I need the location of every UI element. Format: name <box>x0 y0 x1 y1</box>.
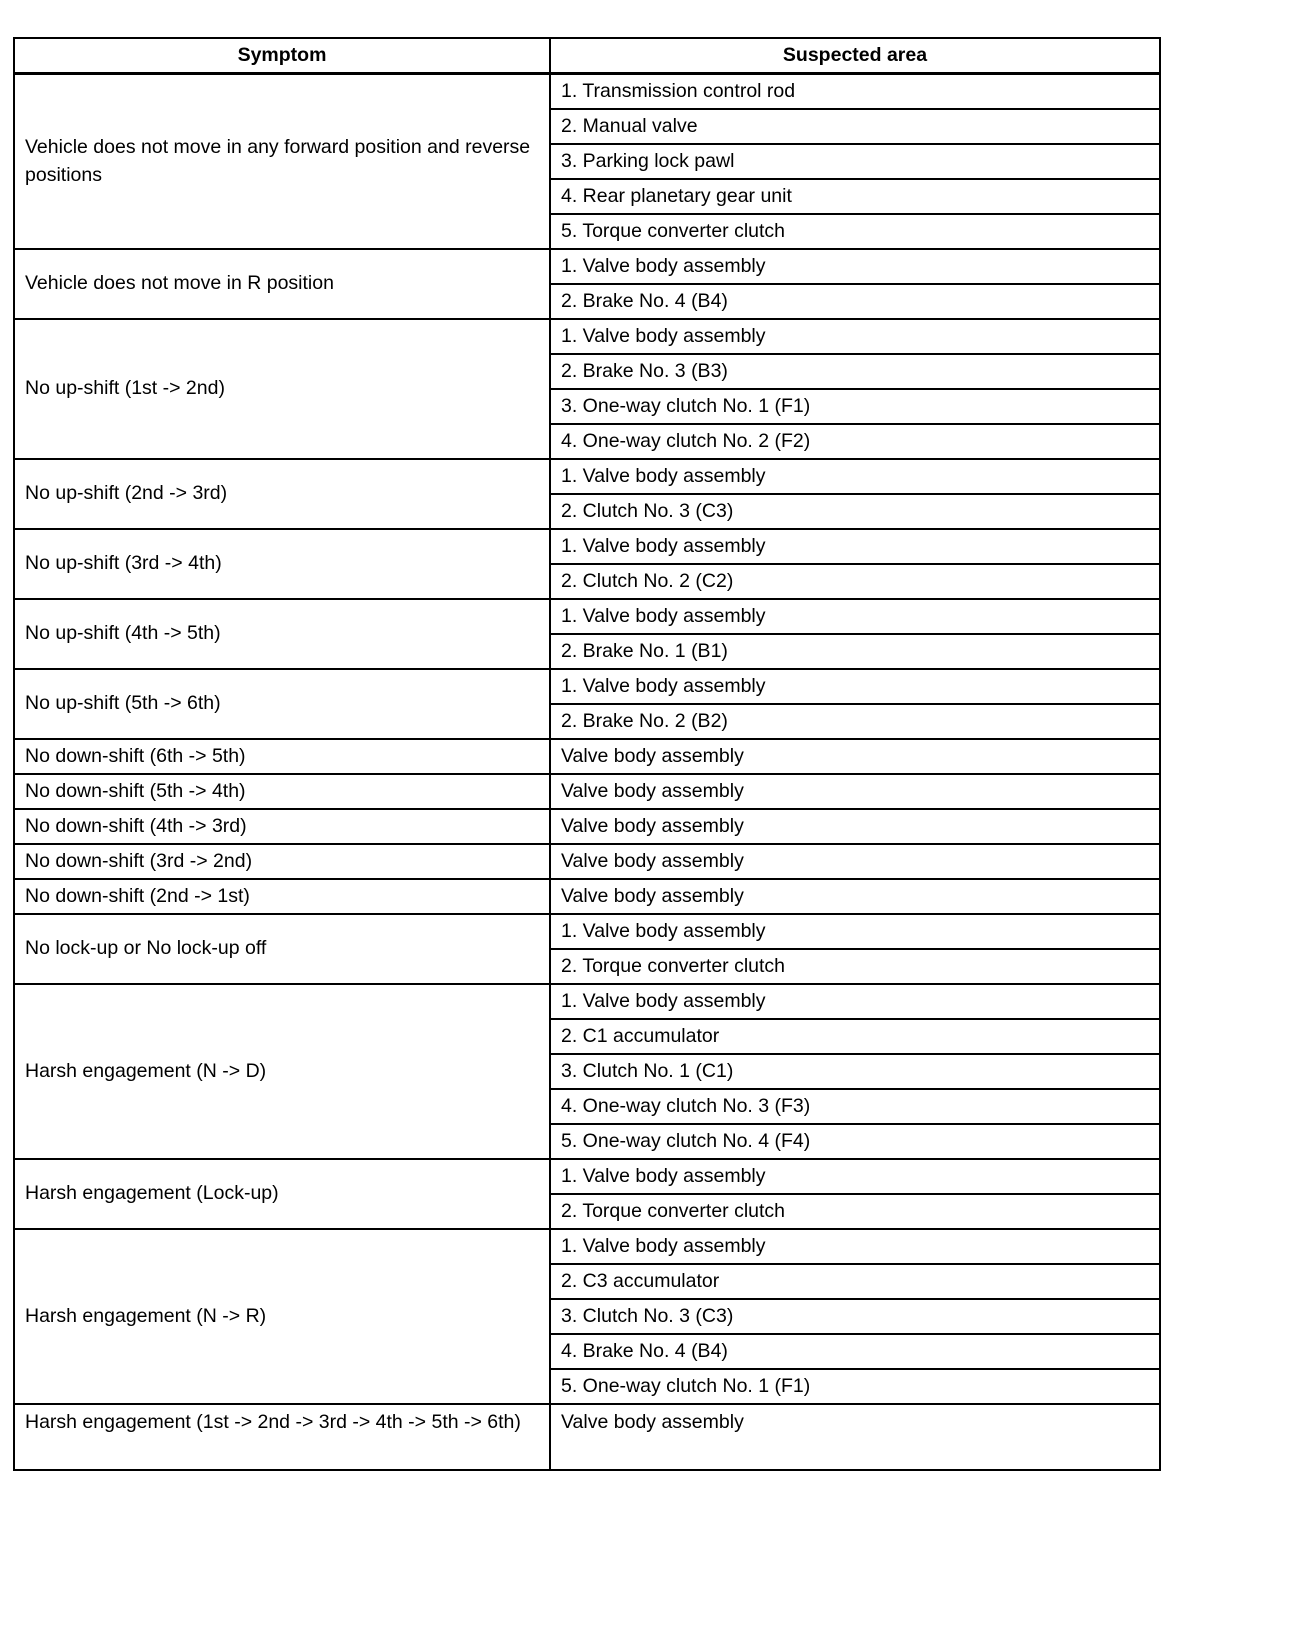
suspected-area-cell: 1. Valve body assembly <box>550 459 1160 494</box>
suspected-area-cell: 1. Valve body assembly <box>550 319 1160 354</box>
symptom-header: Symptom <box>14 38 550 74</box>
symptom-cell: No down-shift (3rd -> 2nd) <box>14 844 550 879</box>
suspected-area-cell: 1. Valve body assembly <box>550 984 1160 1019</box>
header-row <box>14 38 1160 74</box>
table-row <box>14 774 1160 809</box>
suspected-area-cell: 3. Parking lock pawl <box>550 144 1160 179</box>
suspected-area-cell: 2. Clutch No. 2 (C2) <box>550 564 1160 599</box>
table-body <box>14 74 1160 1471</box>
suspected-area-cell: 3. One-way clutch No. 1 (F1) <box>550 389 1160 424</box>
suspected-area-cell: 1. Valve body assembly <box>550 249 1160 284</box>
symptom-cell: Harsh engagement (N -> R) <box>14 1229 550 1404</box>
suspected-area-cell: 4. One-way clutch No. 2 (F2) <box>550 424 1160 459</box>
table-row <box>14 599 1160 634</box>
suspected-area-cell: Valve body assembly <box>550 879 1160 914</box>
symptom-table <box>13 37 1161 1471</box>
suspected-area-cell: 2. C1 accumulator <box>550 1019 1160 1054</box>
symptom-cell: No up-shift (2nd -> 3rd) <box>14 459 550 529</box>
suspected-area-cell: 5. One-way clutch No. 1 (F1) <box>550 1369 1160 1404</box>
suspected-area-cell: 1. Valve body assembly <box>550 599 1160 634</box>
table-row <box>14 249 1160 284</box>
suspected-area-cell: 2. C3 accumulator <box>550 1264 1160 1299</box>
suspected-area-cell: 1. Valve body assembly <box>550 529 1160 564</box>
suspected-area-cell: Valve body assembly <box>550 739 1160 774</box>
symptom-cell: No up-shift (5th -> 6th) <box>14 669 550 739</box>
table-row <box>14 529 1160 564</box>
suspected-area-cell: 1. Valve body assembly <box>550 1159 1160 1194</box>
suspected-area-cell: 2. Torque converter clutch <box>550 1194 1160 1229</box>
suspected-area-cell: 2. Brake No. 4 (B4) <box>550 284 1160 319</box>
symptom-cell: No down-shift (2nd -> 1st) <box>14 879 550 914</box>
table-row <box>14 984 1160 1019</box>
symptom-cell: No down-shift (5th -> 4th) <box>14 774 550 809</box>
suspected-area-cell: 2. Manual valve <box>550 109 1160 144</box>
suspected-area-header: Suspected area <box>550 38 1160 74</box>
symptom-cell: Harsh engagement (1st -> 2nd -> 3rd -> 4th -> 5th -> 6th) <box>14 1404 550 1470</box>
symptom-cell: No up-shift (4th -> 5th) <box>14 599 550 669</box>
suspected-area-cell: 2. Brake No. 3 (B3) <box>550 354 1160 389</box>
suspected-area-cell: Valve body assembly <box>550 809 1160 844</box>
suspected-area-cell: Valve body assembly <box>550 1404 1160 1470</box>
suspected-area-cell: 2. Clutch No. 3 (C3) <box>550 494 1160 529</box>
symptom-cell: Vehicle does not move in any forward position and reverse positions <box>14 74 550 250</box>
table-row <box>14 74 1160 110</box>
symptom-cell: Harsh engagement (Lock-up) <box>14 1159 550 1229</box>
table-row <box>14 1229 1160 1264</box>
table-row <box>14 669 1160 704</box>
table-row <box>14 914 1160 949</box>
table-row <box>14 319 1160 354</box>
suspected-area-cell: Valve body assembly <box>550 844 1160 879</box>
suspected-area-cell: 4. Brake No. 4 (B4) <box>550 1334 1160 1369</box>
suspected-area-cell: Valve body assembly <box>550 774 1160 809</box>
suspected-area-cell: 5. One-way clutch No. 4 (F4) <box>550 1124 1160 1159</box>
suspected-area-cell: 5. Torque converter clutch <box>550 214 1160 249</box>
suspected-area-cell: 2. Torque converter clutch <box>550 949 1160 984</box>
suspected-area-cell: 3. Clutch No. 1 (C1) <box>550 1054 1160 1089</box>
suspected-area-cell: 2. Brake No. 2 (B2) <box>550 704 1160 739</box>
symptom-cell: No lock-up or No lock-up off <box>14 914 550 984</box>
symptom-cell: No down-shift (6th -> 5th) <box>14 739 550 774</box>
suspected-area-cell: 2. Brake No. 1 (B1) <box>550 634 1160 669</box>
table-row <box>14 879 1160 914</box>
table-row <box>14 844 1160 879</box>
table-row <box>14 809 1160 844</box>
table-row <box>14 1404 1160 1470</box>
symptom-cell: Vehicle does not move in R position <box>14 249 550 319</box>
suspected-area-cell: 1. Valve body assembly <box>550 1229 1160 1264</box>
suspected-area-cell: 1. Transmission control rod <box>550 74 1160 110</box>
table-row <box>14 459 1160 494</box>
suspected-area-cell: 3. Clutch No. 3 (C3) <box>550 1299 1160 1334</box>
suspected-area-cell: 1. Valve body assembly <box>550 914 1160 949</box>
symptom-cell: No up-shift (1st -> 2nd) <box>14 319 550 459</box>
suspected-area-cell: 1. Valve body assembly <box>550 669 1160 704</box>
table-row <box>14 739 1160 774</box>
suspected-area-cell: 4. One-way clutch No. 3 (F3) <box>550 1089 1160 1124</box>
symptom-cell: No up-shift (3rd -> 4th) <box>14 529 550 599</box>
symptom-cell: No down-shift (4th -> 3rd) <box>14 809 550 844</box>
suspected-area-cell: 4. Rear planetary gear unit <box>550 179 1160 214</box>
table-row <box>14 1159 1160 1194</box>
symptom-cell: Harsh engagement (N -> D) <box>14 984 550 1159</box>
